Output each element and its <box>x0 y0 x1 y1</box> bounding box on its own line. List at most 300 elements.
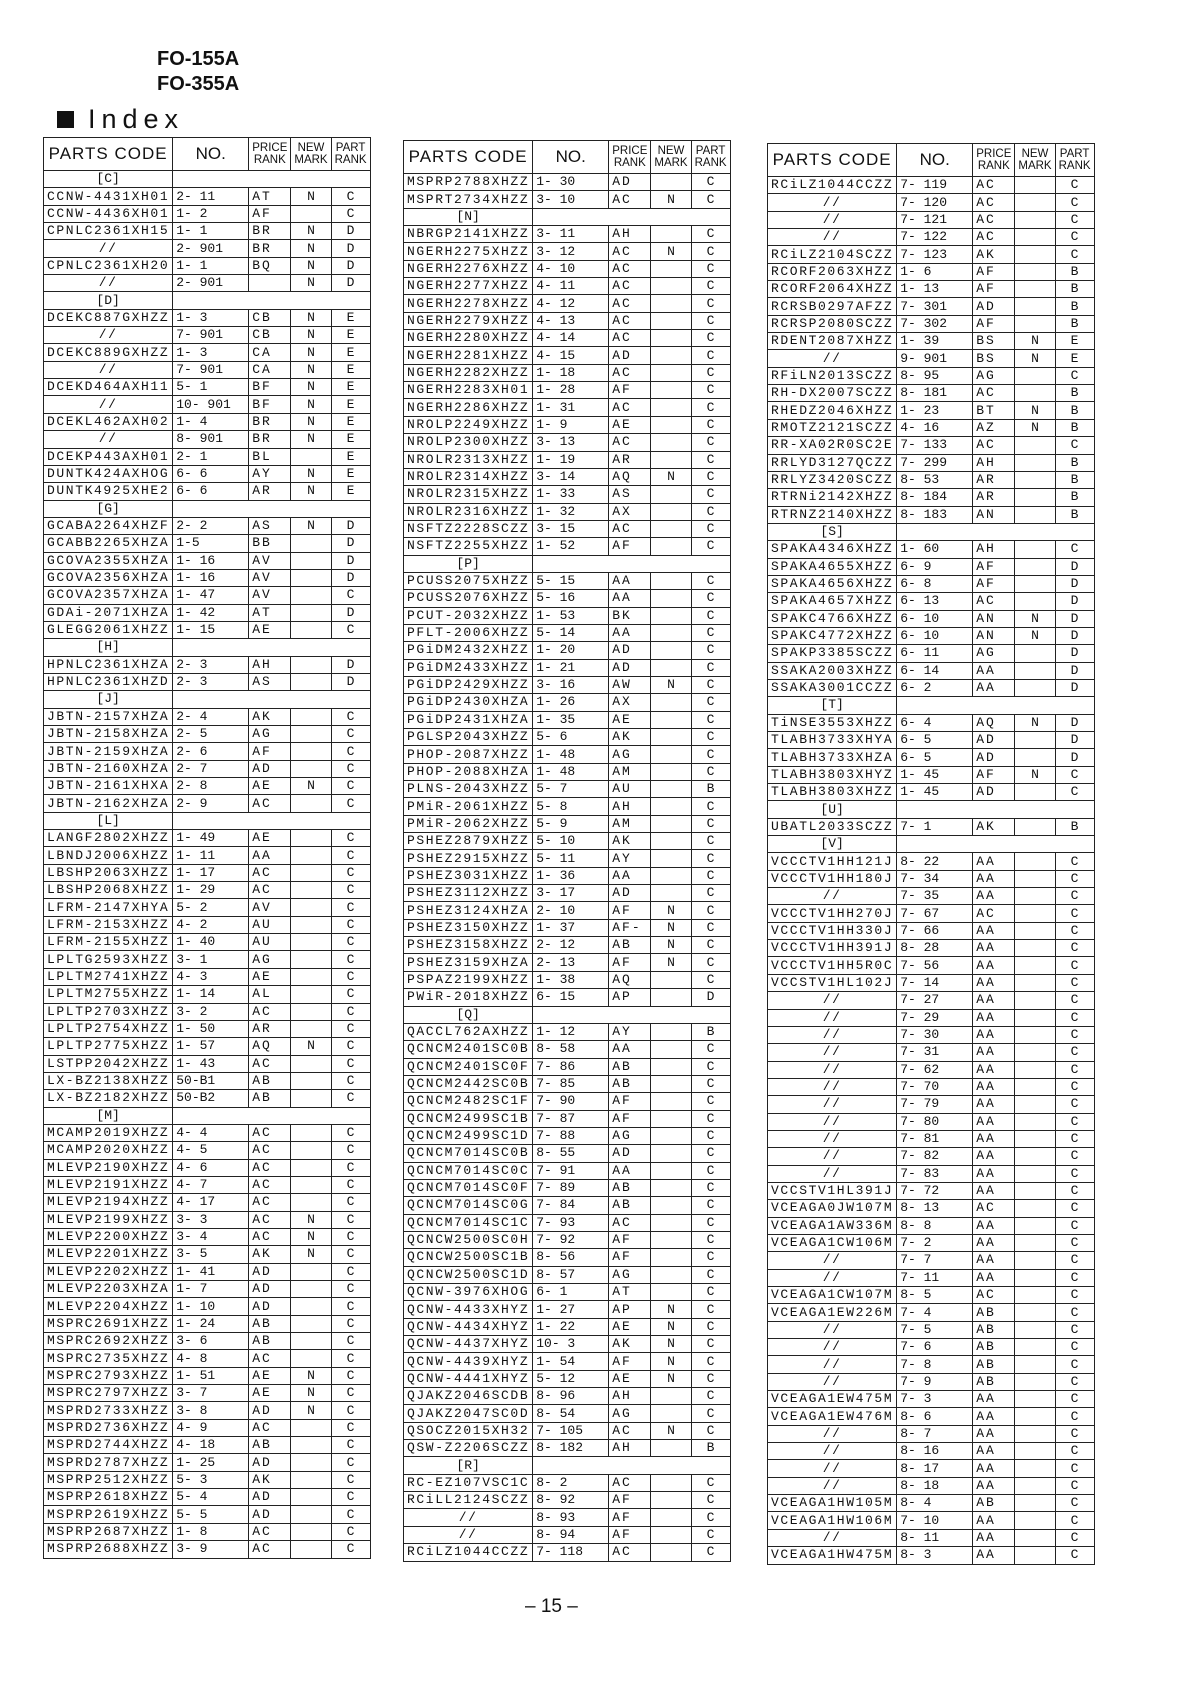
no-cell: 8- 4 <box>897 1495 973 1512</box>
part-rank-cell: C <box>691 1127 730 1144</box>
no-cell: 7- 9 <box>897 1373 973 1390</box>
new-mark-cell <box>1015 367 1055 384</box>
price-rank-cell: BS <box>973 333 1015 350</box>
table-row <box>768 246 1095 263</box>
new-mark-cell <box>291 1350 331 1367</box>
parts-code-cell: MLEVP2194XHZZ <box>44 1194 173 1211</box>
part-rank-cell: C <box>691 659 730 676</box>
table-row <box>404 520 731 537</box>
price-rank-cell: AT <box>249 604 291 621</box>
parts-code-cell: QCNCM2499SC1D <box>404 1127 533 1144</box>
new-mark-cell <box>1015 1252 1055 1269</box>
table-row <box>768 315 1095 332</box>
table-row <box>404 1214 731 1231</box>
section-row <box>44 292 371 309</box>
no-cell: 6- 13 <box>897 593 973 610</box>
new-mark-cell <box>651 1197 691 1214</box>
parts-code-cell: LPLTP2703XHZZ <box>44 1003 173 1020</box>
parts-code-cell: LFRM-2155XHZZ <box>44 934 173 951</box>
no-cell: 7- 301 <box>897 298 973 315</box>
parts-code-cell: RMOTZ2121SCZZ <box>768 419 897 436</box>
part-rank-cell: C <box>331 1298 370 1315</box>
parts-code-cell: // <box>768 1130 897 1147</box>
price-rank-cell: AU <box>249 934 291 951</box>
new-mark-cell <box>1015 1148 1055 1165</box>
no-cell: 4- 11 <box>533 278 609 295</box>
parts-code-cell: LFRM-2147XHYA <box>44 899 173 916</box>
section-blank <box>173 171 370 188</box>
parts-code-cell: // <box>44 327 173 344</box>
price-rank-cell: AX <box>609 503 651 520</box>
parts-code-cell: LBSHP2068XHZZ <box>44 882 173 899</box>
parts-code-cell: GCOVA2357XHZA <box>44 587 173 604</box>
price-rank-cell: AA <box>609 867 651 884</box>
part-rank-cell: C <box>331 726 370 743</box>
table-row <box>404 1145 731 1162</box>
new-mark-cell <box>291 569 331 586</box>
parts-code-cell: TLABH3733XHZA <box>768 749 897 766</box>
table-row <box>768 471 1095 488</box>
part-rank-cell: E <box>331 465 370 482</box>
table-row <box>404 503 731 520</box>
table-row <box>404 781 731 798</box>
new-mark-cell <box>651 1058 691 1075</box>
table-row <box>768 1512 1095 1529</box>
table-row <box>404 937 731 954</box>
price-rank-line-2: RANK <box>977 160 1010 172</box>
table-body <box>404 174 731 1562</box>
new-mark-cell <box>1015 437 1055 454</box>
price-rank-cell: AE <box>249 830 291 847</box>
table-row <box>768 593 1095 610</box>
part-rank-cell: C <box>331 1367 370 1384</box>
no-cell: 7- 86 <box>533 1058 609 1075</box>
table-row <box>404 191 731 208</box>
table-row <box>404 590 731 607</box>
section-row <box>404 1457 731 1474</box>
table-row <box>44 205 371 222</box>
new-mark-cell <box>651 1127 691 1144</box>
part-rank-cell: D <box>331 240 370 257</box>
price-rank-cell: AC <box>609 434 651 451</box>
price-rank-cell: AC <box>249 864 291 881</box>
part-rank-cell: C <box>691 815 730 832</box>
part-rank-cell: C <box>691 451 730 468</box>
parts-code-cell: SPAKA4346XHZZ <box>768 541 897 558</box>
parts-code-cell: QCNCW2500SC0H <box>404 1231 533 1248</box>
no-cell: 4- 15 <box>533 347 609 364</box>
parts-code-cell: MSPRD2744XHZZ <box>44 1437 173 1454</box>
new-mark-cell <box>291 1159 331 1176</box>
part-rank-cell: C <box>331 1055 370 1072</box>
new-mark-cell: N <box>291 465 331 482</box>
no-cell: 1- 2 <box>173 205 249 222</box>
part-rank-cell: C <box>331 899 370 916</box>
price-rank-cell: AW <box>609 676 651 693</box>
part-rank-cell: B <box>1055 506 1094 523</box>
no-cell: 7- 5 <box>897 1321 973 1338</box>
price-rank-cell: AA <box>249 847 291 864</box>
price-rank-cell: AA <box>973 1026 1015 1043</box>
parts-code-cell: MLEVP2204XHZZ <box>44 1298 173 1315</box>
new-mark-cell <box>1015 992 1055 1009</box>
price-rank-cell: AK <box>973 246 1015 263</box>
price-rank-cell: AG <box>249 951 291 968</box>
parts-code-cell: // <box>768 211 897 228</box>
no-cell: 4- 16 <box>897 419 973 436</box>
part-rank-cell: D <box>331 673 370 690</box>
part-rank-cell: C <box>1055 1217 1094 1234</box>
table-row <box>44 1333 371 1350</box>
table-row <box>768 888 1095 905</box>
price-rank-line-1: PRICE <box>252 142 288 154</box>
no-cell: 5- 9 <box>533 815 609 832</box>
part-rank-cell: C <box>331 1246 370 1263</box>
new-mark-cell <box>651 1388 691 1405</box>
table-row <box>44 240 371 257</box>
table-row <box>404 729 731 746</box>
price-rank-cell: AA <box>973 1165 1015 1182</box>
parts-code-cell: VCCSTV1HL102J <box>768 974 897 991</box>
section-letter: [Q] <box>404 1006 533 1023</box>
new-mark-cell <box>1015 1460 1055 1477</box>
table-body <box>768 177 1095 1565</box>
part-rank-cell: D <box>331 552 370 569</box>
part-rank-cell: C <box>691 1110 730 1127</box>
new-mark-cell: N <box>291 275 331 292</box>
price-rank-cell: AZ <box>973 419 1015 436</box>
parts-code-cell: QCNW-4434XHYZ <box>404 1318 533 1335</box>
parts-code-cell: // <box>768 1026 897 1043</box>
new-mark-cell <box>1015 1287 1055 1304</box>
no-cell: 7- 7 <box>897 1252 973 1269</box>
parts-code-cell: VCCCTV1HH391J <box>768 940 897 957</box>
part-rank-cell: D <box>1055 575 1094 592</box>
table-row <box>768 610 1095 627</box>
price-rank-cell: AC <box>249 1523 291 1540</box>
no-cell: 1- 47 <box>173 587 249 604</box>
no-cell: 3- 2 <box>173 1003 249 1020</box>
new-mark-cell <box>291 621 331 638</box>
parts-code-cell: QSOCZ2015XH32 <box>404 1422 533 1439</box>
part-rank-cell: C <box>691 1197 730 1214</box>
new-mark-cell <box>291 1454 331 1471</box>
new-mark-cell <box>291 1298 331 1315</box>
section-row <box>404 555 731 572</box>
table-row <box>44 673 371 690</box>
no-cell: 1- 27 <box>533 1301 609 1318</box>
no-cell: 1- 45 <box>897 766 973 783</box>
new-mark-cell <box>1015 1182 1055 1199</box>
new-mark-cell <box>1015 749 1055 766</box>
new-mark-cell: N <box>291 223 331 240</box>
table-row <box>404 659 731 676</box>
parts-code-cell: // <box>768 1269 897 1286</box>
no-cell: 4- 6 <box>173 1159 249 1176</box>
part-rank-cell: C <box>331 1402 370 1419</box>
no-cell: 2- 5 <box>173 726 249 743</box>
new-mark-cell <box>651 1509 691 1526</box>
new-mark-cell: N <box>291 379 331 396</box>
new-mark-cell <box>1015 454 1055 471</box>
no-cell: 5- 8 <box>533 798 609 815</box>
parts-code-cell: DCEKL462AXH02 <box>44 413 173 430</box>
table-row <box>768 1547 1095 1564</box>
table-row <box>44 1419 371 1436</box>
table-row <box>404 364 731 381</box>
new-mark-cell <box>291 1142 331 1159</box>
parts-code-cell: QCNCM7014SC0G <box>404 1197 533 1214</box>
parts-code-cell: GCABB2265XHZA <box>44 535 173 552</box>
no-cell: 1- 10 <box>173 1298 249 1315</box>
parts-code-cell: NGERH2275XHZZ <box>404 243 533 260</box>
price-rank-cell: AB <box>973 1321 1015 1338</box>
no-cell: 6- 6 <box>173 465 249 482</box>
part-rank-cell: C <box>1055 1443 1094 1460</box>
no-cell: 7- 92 <box>533 1231 609 1248</box>
new-mark-cell <box>651 295 691 312</box>
no-cell: 7- 122 <box>897 229 973 246</box>
parts-code-cell: // <box>768 1373 897 1390</box>
table-row <box>44 344 371 361</box>
part-rank-cell: D <box>1055 662 1094 679</box>
part-rank-cell: C <box>331 1281 370 1298</box>
header-new-mark <box>1015 144 1055 177</box>
no-cell: 1- 38 <box>533 971 609 988</box>
new-mark-cell <box>651 1249 691 1266</box>
part-rank-cell: C <box>331 188 370 205</box>
table-row <box>44 1020 371 1037</box>
new-mark-cell: N <box>291 483 331 500</box>
new-mark-cell <box>291 1263 331 1280</box>
no-cell: 2- 12 <box>533 937 609 954</box>
parts-code-cell: SSAKA2003XHZZ <box>768 662 897 679</box>
new-mark-cell <box>1015 1321 1055 1338</box>
price-rank-cell: BR <box>249 431 291 448</box>
part-rank-cell: C <box>331 1454 370 1471</box>
price-rank-cell: AF <box>609 1353 651 1370</box>
price-rank-cell: AR <box>609 451 651 468</box>
price-rank-cell: AE <box>249 1385 291 1402</box>
new-mark-cell <box>1015 471 1055 488</box>
table-row <box>404 971 731 988</box>
new-mark-cell <box>651 815 691 832</box>
new-mark-cell <box>291 934 331 951</box>
parts-code-cell: MLEVP2191XHZZ <box>44 1176 173 1193</box>
parts-code-cell: RDENT2087XHZZ <box>768 333 897 350</box>
price-rank-cell: AV <box>249 587 291 604</box>
no-cell: 1- 41 <box>173 1263 249 1280</box>
part-rank-cell: C <box>331 864 370 881</box>
no-cell: 5- 7 <box>533 781 609 798</box>
no-cell: 4- 13 <box>533 312 609 329</box>
table-row <box>768 558 1095 575</box>
new-mark-cell <box>651 1440 691 1457</box>
no-cell: 7- 299 <box>897 454 973 471</box>
parts-code-cell: // <box>768 1339 897 1356</box>
price-rank-cell: AE <box>249 778 291 795</box>
new-mark-cell <box>1015 732 1055 749</box>
no-cell: 8- 6 <box>897 1408 973 1425</box>
no-cell: 7- 901 <box>173 327 249 344</box>
new-mark-cell <box>651 798 691 815</box>
no-cell: 7- 14 <box>897 974 973 991</box>
parts-code-cell: LPLTM2755XHZZ <box>44 986 173 1003</box>
price-rank-cell: AA <box>973 1391 1015 1408</box>
new-mark-cell <box>291 1541 331 1558</box>
price-rank-cell: AC <box>609 1474 651 1491</box>
new-mark-cell <box>651 1405 691 1422</box>
new-mark-cell <box>1015 662 1055 679</box>
section-letter: [M] <box>44 1107 173 1124</box>
new-mark-cell <box>651 711 691 728</box>
new-mark-cell <box>1015 1026 1055 1043</box>
new-mark-cell <box>1015 1512 1055 1529</box>
no-cell: 2- 901 <box>173 240 249 257</box>
table-row <box>768 541 1095 558</box>
table-row <box>44 778 371 795</box>
part-rank-cell: B <box>1055 818 1094 835</box>
price-rank-cell: AA <box>973 1443 1015 1460</box>
new-mark-cell <box>1015 870 1055 887</box>
part-rank-cell: C <box>691 1162 730 1179</box>
table-row <box>768 818 1095 835</box>
table-row <box>768 714 1095 731</box>
table-row <box>44 1194 371 1211</box>
section-blank <box>533 555 730 572</box>
parts-code-cell: MCAMP2019XHZZ <box>44 1124 173 1141</box>
parts-code-cell: QCNCW2500SC1B <box>404 1249 533 1266</box>
table-row <box>404 833 731 850</box>
part-rank-cell: C <box>691 330 730 347</box>
no-cell: 10- 3 <box>533 1336 609 1353</box>
no-cell: 5- 4 <box>173 1489 249 1506</box>
parts-code-cell: LPLTM2741XHZZ <box>44 968 173 985</box>
header-parts-code: PARTS CODE <box>404 141 533 174</box>
price-rank-cell: AA <box>973 853 1015 870</box>
price-rank-cell: AC <box>609 260 651 277</box>
no-cell: 7- 119 <box>897 177 973 194</box>
parts-code-cell: GCABA2264XHZF <box>44 517 173 534</box>
table-row <box>44 379 371 396</box>
no-cell: 1- 39 <box>897 333 973 350</box>
price-rank-cell: AH <box>249 656 291 673</box>
price-rank-cell: AA <box>973 1460 1015 1477</box>
parts-code-cell: NROLR2314XHZZ <box>404 468 533 485</box>
part-rank-cell: C <box>331 1003 370 1020</box>
section-blank <box>533 1457 730 1474</box>
no-cell: 3- 4 <box>173 1228 249 1245</box>
part-rank-cell: D <box>1055 714 1094 731</box>
part-rank-cell: C <box>691 1353 730 1370</box>
parts-code-cell: NGERH2277XHZZ <box>404 278 533 295</box>
table-row <box>768 662 1095 679</box>
no-cell: 8- 181 <box>897 385 973 402</box>
no-cell: 4- 8 <box>173 1350 249 1367</box>
table-row <box>404 226 731 243</box>
parts-code-cell: GDAi-2071XHZA <box>44 604 173 621</box>
parts-code-cell: PSHEZ3031XHZZ <box>404 867 533 884</box>
table-row <box>404 416 731 433</box>
no-cell: 2- 7 <box>173 760 249 777</box>
price-rank-cell: AF <box>973 263 1015 280</box>
table-row <box>768 350 1095 367</box>
section-row <box>44 691 371 708</box>
part-rank-cell: C <box>691 1388 730 1405</box>
table-row <box>404 1179 731 1196</box>
table-row <box>768 1026 1095 1043</box>
new-mark-cell <box>651 1162 691 1179</box>
new-mark-cell <box>651 1544 691 1561</box>
new-mark-cell <box>291 1124 331 1141</box>
parts-code-cell: VCEAGA1CW107M <box>768 1287 897 1304</box>
price-rank-cell: AA <box>609 1162 651 1179</box>
no-cell: 5- 12 <box>533 1370 609 1387</box>
new-mark-cell <box>1015 1217 1055 1234</box>
section-row <box>44 171 371 188</box>
parts-code-cell: RTRNZ2140XHZZ <box>768 506 897 523</box>
part-rank-cell: C <box>1055 1477 1094 1494</box>
table-row <box>44 760 371 777</box>
table-row <box>404 919 731 936</box>
table-row <box>44 1211 371 1228</box>
parts-code-cell: CPNLC2361XH15 <box>44 223 173 240</box>
table-row <box>404 1023 731 1040</box>
table-row <box>768 367 1095 384</box>
table-row <box>404 243 731 260</box>
price-rank-cell: AF <box>973 281 1015 298</box>
part-rank-cell: D <box>331 275 370 292</box>
parts-code-cell: PGiDP2430XHZA <box>404 694 533 711</box>
new-mark-cell <box>1015 506 1055 523</box>
price-rank-cell: AB <box>973 1373 1015 1390</box>
no-cell: 7- 90 <box>533 1093 609 1110</box>
parts-code-cell: PWiR-2018XHZZ <box>404 989 533 1006</box>
table-row <box>404 1197 731 1214</box>
parts-code-cell: NBRGP2141XHZZ <box>404 226 533 243</box>
part-rank-cell: D <box>1055 627 1094 644</box>
parts-code-cell: LX-BZ2138XHZZ <box>44 1072 173 1089</box>
table-row <box>768 1460 1095 1477</box>
new-mark-cell <box>651 399 691 416</box>
price-rank-cell: AK <box>609 833 651 850</box>
new-mark-cell <box>651 624 691 641</box>
part-rank-cell: C <box>331 1020 370 1037</box>
new-mark-cell <box>291 1489 331 1506</box>
table-row <box>768 1408 1095 1425</box>
new-mark-line-2: MARK <box>294 154 328 166</box>
price-rank-cell: AA <box>973 1252 1015 1269</box>
parts-code-cell: PGiDP2431XHZA <box>404 711 533 728</box>
new-mark-cell <box>1015 1113 1055 1130</box>
part-rank-cell: C <box>691 278 730 295</box>
no-cell: 7- 901 <box>173 361 249 378</box>
price-rank-cell: AK <box>249 708 291 725</box>
parts-code-cell: MLEVP2200XHZZ <box>44 1228 173 1245</box>
price-rank-cell: AH <box>609 1388 651 1405</box>
no-cell: 8- 58 <box>533 1041 609 1058</box>
no-cell: 3- 13 <box>533 434 609 451</box>
new-mark-cell: N <box>291 1385 331 1402</box>
table-row <box>768 732 1095 749</box>
new-mark-cell <box>651 885 691 902</box>
new-mark-cell: N <box>1015 610 1055 627</box>
new-mark-cell <box>1015 1009 1055 1026</box>
table-row <box>44 1298 371 1315</box>
table-row <box>44 1367 371 1384</box>
new-mark-cell <box>651 347 691 364</box>
table-row <box>44 1228 371 1245</box>
